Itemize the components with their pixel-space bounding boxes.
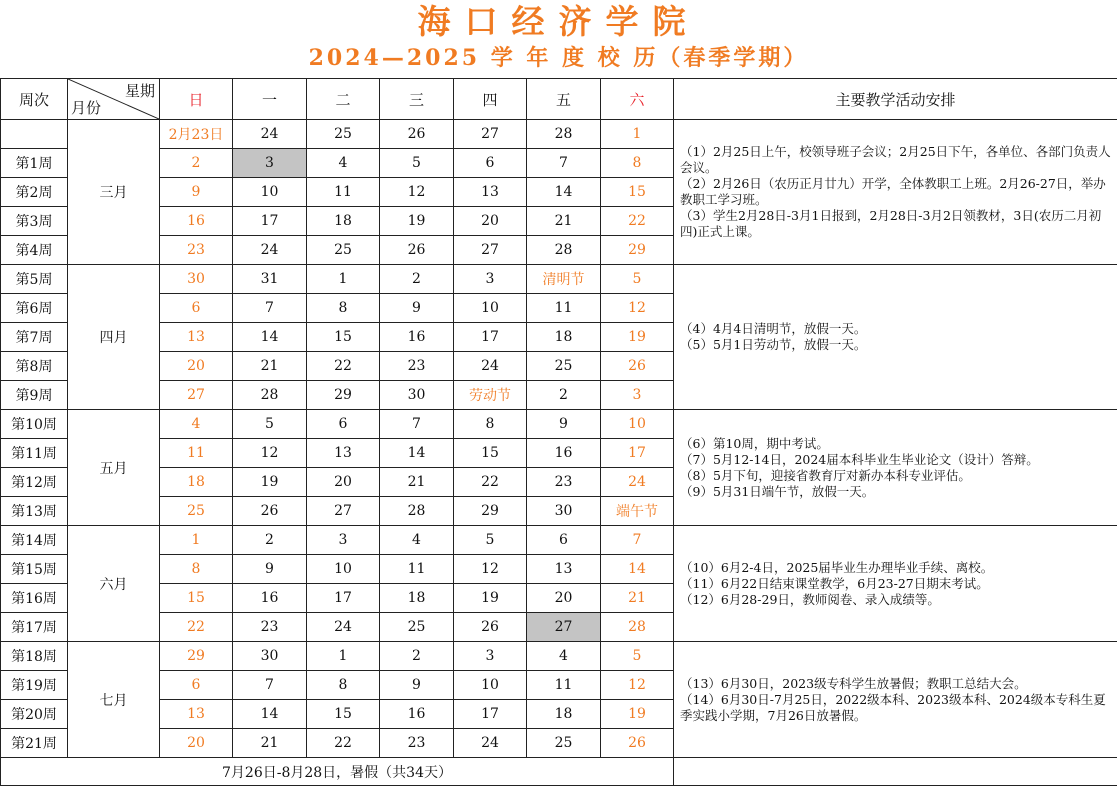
day-cell: 11 [160,439,233,468]
day-cell: 28 [601,613,674,642]
table-row [1,120,1117,149]
day-cell: 25 [380,613,454,642]
activity-note: （2）2月26日（农历正月廿九）开学，全体教职工上班。2月26-27日，举办教职工学习班。 [680,176,1106,207]
day-cell: 13 [307,439,380,468]
day-cell: 3 [307,526,380,555]
day-cell: 13 [160,700,233,729]
header-row [1,79,1117,120]
day-cell: 6 [160,671,233,700]
day-cell: 2 [233,526,307,555]
day-cell: 15 [454,439,527,468]
day-cell: 14 [233,323,307,352]
activity-note: （13）6月30日，2023级专科学生放暑假；教职工总结大会。 [680,675,1027,691]
day-cell: 10 [601,410,674,439]
day-cell: 1 [307,265,380,294]
day-cell: 9 [380,294,454,323]
day-cell: 9 [233,555,307,584]
day-cell: 7 [527,149,601,178]
day-cell: 20 [454,207,527,236]
day-cell: 15 [601,178,674,207]
day-cell: 3 [233,149,307,178]
day-cell: 26 [380,236,454,265]
table-row [1,526,1117,555]
week-number: 第15周 [1,555,68,584]
day-cell: 5 [601,265,674,294]
header-weekday-label: 星期 [124,82,155,100]
day-cell: 16 [380,700,454,729]
day-cell: 11 [527,671,601,700]
day-cell: 5 [380,149,454,178]
day-cell: 24 [454,352,527,381]
header-month-label: 月份 [71,99,102,117]
day-cell: 26 [380,120,454,149]
month-label: 五月 [68,410,160,526]
week-number [1,120,68,149]
week-number: 第12周 [1,468,68,497]
week-number: 第13周 [1,497,68,526]
day-cell: 27 [527,613,601,642]
day-cell: 13 [527,555,601,584]
day-cell: 20 [160,352,233,381]
day-cell: 17 [307,584,380,613]
day-cell: 4 [380,526,454,555]
day-cell: 12 [601,671,674,700]
day-cell: 21 [233,352,307,381]
week-number: 第16周 [1,584,68,613]
day-cell: 7 [233,671,307,700]
day-cell: 26 [601,729,674,758]
day-cell: 22 [307,352,380,381]
day-cell: 26 [233,497,307,526]
day-cell: 24 [233,236,307,265]
week-number: 第17周 [1,613,68,642]
day-cell: 端午节 [601,497,674,526]
day-cell: 11 [307,178,380,207]
week-number: 第3周 [1,207,68,236]
day-cell: 18 [380,584,454,613]
month-label: 四月 [68,265,160,410]
day-cell: 9 [380,671,454,700]
header-week: 周次 [1,79,68,120]
day-cell: 6 [160,294,233,323]
day-cell: 19 [233,468,307,497]
day-cell: 30 [160,265,233,294]
day-cell: 30 [527,497,601,526]
day-cell: 2 [527,381,601,410]
day-cell: 11 [527,294,601,323]
page-title: 海口经济学院 [417,2,700,41]
day-cell: 29 [307,381,380,410]
day-cell: 23 [380,352,454,381]
week-number: 第2周 [1,178,68,207]
header-day-mon: 一 [233,79,307,120]
week-number: 第7周 [1,323,68,352]
day-cell: 18 [160,468,233,497]
week-number: 第20周 [1,700,68,729]
day-cell: 17 [454,700,527,729]
activity-note: （12）6月28-29日，教师阅卷、录入成绩等。 [680,591,940,607]
day-cell: 25 [307,120,380,149]
day-cell: 27 [454,236,527,265]
day-cell: 16 [380,323,454,352]
week-number: 第21周 [1,729,68,758]
header-day-wed: 三 [380,79,454,120]
activity-notes [674,526,1117,642]
day-cell: 29 [160,642,233,671]
day-cell: 10 [307,555,380,584]
header-day-fri: 五 [527,79,601,120]
activity-note: （9）5月31日端午节，放假一天。 [680,483,875,499]
day-cell: 27 [160,381,233,410]
day-cell: 26 [601,352,674,381]
day-cell: 25 [527,729,601,758]
day-cell: 7 [601,526,674,555]
week-number: 第4周 [1,236,68,265]
page-subtitle: 2024—2025 学 年 度 校 历（春季学期） [308,45,809,71]
day-cell: 26 [454,613,527,642]
week-number: 第14周 [1,526,68,555]
day-cell: 15 [307,323,380,352]
day-cell: 9 [160,178,233,207]
day-cell: 14 [601,555,674,584]
day-cell: 15 [160,584,233,613]
header-diagonal [68,79,160,120]
day-cell: 5 [601,642,674,671]
day-cell: 劳动节 [454,381,527,410]
day-cell: 19 [454,584,527,613]
day-cell: 1 [160,526,233,555]
day-cell: 14 [527,178,601,207]
month-label: 三月 [68,120,160,265]
day-cell: 12 [454,555,527,584]
day-cell: 2 [380,265,454,294]
day-cell: 16 [160,207,233,236]
day-cell: 1 [307,642,380,671]
day-cell: 16 [233,584,307,613]
day-cell: 4 [160,410,233,439]
day-cell: 10 [454,294,527,323]
day-cell: 30 [233,642,307,671]
footer-empty-cell [674,758,1117,786]
activity-notes [674,265,1117,410]
week-number: 第11周 [1,439,68,468]
day-cell: 9 [527,410,601,439]
day-cell: 4 [527,642,601,671]
day-cell: 11 [380,555,454,584]
week-number: 第1周 [1,149,68,178]
day-cell: 24 [454,729,527,758]
day-cell: 19 [380,207,454,236]
footer-row [1,758,1117,786]
day-cell: 3 [454,642,527,671]
day-cell: 4 [307,149,380,178]
day-cell: 22 [307,729,380,758]
day-cell: 21 [233,729,307,758]
day-cell: 21 [601,584,674,613]
day-cell: 28 [527,120,601,149]
activity-note: （7）5月12-14日，2024届本科毕业生毕业论文（设计）答辩。 [680,451,1039,467]
activity-notes [674,642,1117,758]
table-row [1,265,1117,294]
day-cell: 2 [380,642,454,671]
day-cell: 27 [307,497,380,526]
table-row [1,642,1117,671]
day-cell: 15 [307,700,380,729]
day-cell: 17 [233,207,307,236]
activity-notes [674,120,1117,265]
day-cell: 20 [307,468,380,497]
day-cell: 20 [160,729,233,758]
day-cell: 22 [160,613,233,642]
day-cell: 27 [454,120,527,149]
day-cell: 12 [380,178,454,207]
day-cell: 10 [454,671,527,700]
day-cell: 18 [527,323,601,352]
header-day-sun: 日 [160,79,233,120]
day-cell: 29 [601,236,674,265]
day-cell: 23 [233,613,307,642]
day-cell: 28 [527,236,601,265]
activity-notes [674,410,1117,526]
day-cell: 31 [233,265,307,294]
day-cell: 6 [527,526,601,555]
activity-note: （14）6月30日-7月25日，2022级本科、2023级本科、2024级本专科生夏季实践小学期，7月26日放暑假。 [680,691,1106,723]
activity-note: （1）2月25日上午，校领导班子会议；2月25日下午，各单位、各部门负责人会议。 [680,144,1111,175]
month-label: 七月 [68,642,160,758]
month-label: 六月 [68,526,160,642]
day-cell: 18 [527,700,601,729]
day-cell: 12 [233,439,307,468]
day-cell: 3 [454,265,527,294]
day-cell: 24 [601,468,674,497]
day-cell: 8 [601,149,674,178]
day-cell: 28 [233,381,307,410]
day-cell: 19 [601,323,674,352]
day-cell: 3 [601,381,674,410]
day-cell: 30 [380,381,454,410]
activity-note: （11）6月22日结束课堂教学，6月23-27日期末考试。 [680,575,989,591]
day-cell: 23 [527,468,601,497]
header-day-sat: 六 [601,79,674,120]
day-cell: 8 [160,555,233,584]
header-day-tue: 二 [307,79,380,120]
day-cell: 25 [527,352,601,381]
header-day-thu: 四 [454,79,527,120]
day-cell: 13 [160,323,233,352]
activity-note: （6）第10周，期中考试。 [680,435,829,451]
day-cell: 25 [160,497,233,526]
day-cell: 24 [233,120,307,149]
day-cell: 6 [454,149,527,178]
day-cell: 22 [454,468,527,497]
day-cell: 21 [380,468,454,497]
activity-note: （4）4月4日清明节，放假一天。 [680,321,867,336]
activity-note: （10）6月2-4日，2025届毕业生办理毕业手续、离校。 [680,559,994,575]
day-cell: 6 [307,410,380,439]
activity-note: （8）5月下旬，迎接省教育厅对新办本科专业评估。 [680,467,971,483]
week-number: 第10周 [1,410,68,439]
day-cell: 5 [233,410,307,439]
day-cell: 12 [601,294,674,323]
summer-vacation-note: 7月26日-8月28日，暑假（共34天） [1,758,674,786]
day-cell: 28 [380,497,454,526]
day-cell: 21 [527,207,601,236]
week-number: 第5周 [1,265,68,294]
day-cell: 23 [160,236,233,265]
week-number: 第9周 [1,381,68,410]
day-cell: 25 [307,236,380,265]
day-cell: 16 [527,439,601,468]
day-cell: 10 [233,178,307,207]
day-cell: 1 [601,120,674,149]
day-cell: 24 [307,613,380,642]
day-cell: 13 [454,178,527,207]
day-cell: 7 [380,410,454,439]
calendar-table [0,78,1117,786]
day-cell: 17 [601,439,674,468]
table-row [1,410,1117,439]
day-cell: 19 [601,700,674,729]
week-number: 第8周 [1,352,68,381]
day-cell: 17 [454,323,527,352]
day-cell: 23 [380,729,454,758]
day-cell: 2月23日 [160,120,233,149]
activity-note: （5）5月1日劳动节，放假一天。 [680,337,867,352]
week-number: 第19周 [1,671,68,700]
week-number: 第18周 [1,642,68,671]
day-cell: 18 [307,207,380,236]
day-cell: 14 [380,439,454,468]
day-cell: 清明节 [527,265,601,294]
week-number: 第6周 [1,294,68,323]
day-cell: 8 [454,410,527,439]
day-cell: 29 [454,497,527,526]
header-notes: 主要教学活动安排 [674,79,1117,120]
day-cell: 22 [601,207,674,236]
day-cell: 8 [307,294,380,323]
day-cell: 8 [307,671,380,700]
day-cell: 5 [454,526,527,555]
day-cell: 14 [233,700,307,729]
day-cell: 7 [233,294,307,323]
activity-note: （3）学生2月28日-3月1日报到，2月28日-3月2日领教材，3日(农历二月初四)正式上课。 [680,208,1102,239]
day-cell: 2 [160,149,233,178]
day-cell: 20 [527,584,601,613]
